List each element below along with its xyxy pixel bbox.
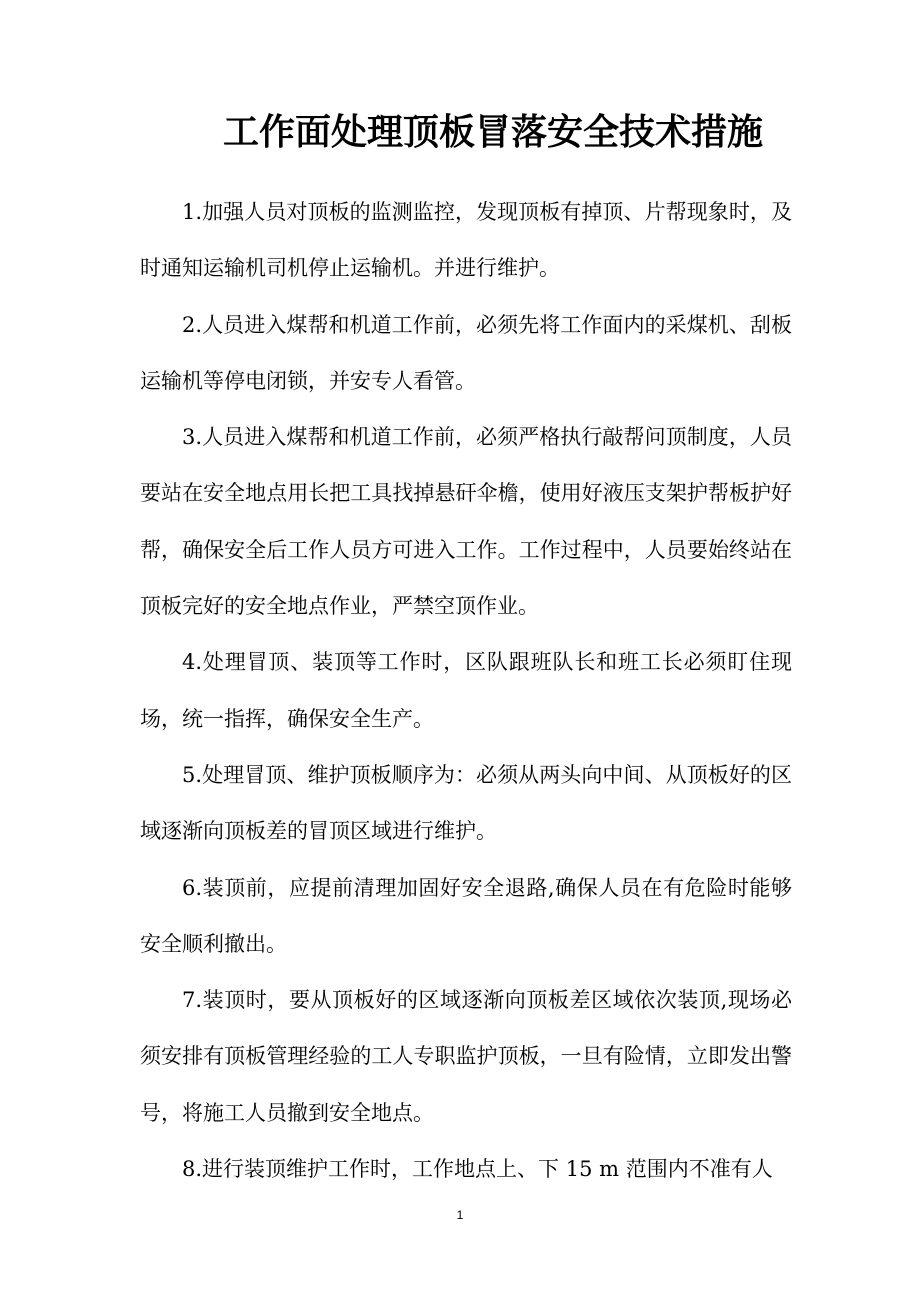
- paragraph-8: 8.进行装顶维护工作时，工作地点上、下 15 m 范围内不准有人: [182, 1157, 773, 1182]
- paragraph-5: 5.处理冒顶、维护顶板顺序为：必须从两头向中间、从顶板好的区域逐渐向顶板差的冒顶区域进行维护。: [140, 762, 792, 844]
- paragraph-2: 2.人员进入煤帮和机道工作前，必须先将工作面内的采煤机、刮板运输机等停电闭锁，并安专人看管。: [140, 312, 792, 393]
- document-title: 工作面处理顶板冒落安全技术措施: [222, 112, 763, 153]
- page-number: 1: [456, 1208, 464, 1222]
- paragraph-4: 4.处理冒顶、装顶等工作时，区队跟班队长和班工长必须盯住现场，统一指挥，确保安全生产。: [140, 650, 792, 731]
- paragraph-3: 3.人员进入煤帮和机道工作前，必须严格执行敲帮问顶制度，人员要站在安全地点用长把工具找掉悬矸伞檐，使用好液压支架护帮板护好帮，确保安全后工作人员方可进入工作。工作过程中，人员要始终站在顶板完好的安全地点作业，严禁空顶作业。: [140, 425, 792, 619]
- document-body: [140, 184, 792, 1197]
- paragraph-1: 1.加强人员对顶板的监测监控，发现顶板有掉顶、片帮现象时，及时通知运输机司机停止运输机。并进行维护。: [140, 200, 792, 281]
- paragraph-7: 7.装顶时，要从顶板好的区域逐渐向顶板差区域依次装顶,现场必须安排有顶板管理经验的工人专职监护顶板，一旦有险情，立即发出警号，将施工人员撤到安全地点。: [140, 988, 792, 1125]
- paragraph-6: 6.装顶前，应提前清理加固好安全退路,确保人员在有危险时能够安全顺利撤出。: [140, 875, 792, 956]
